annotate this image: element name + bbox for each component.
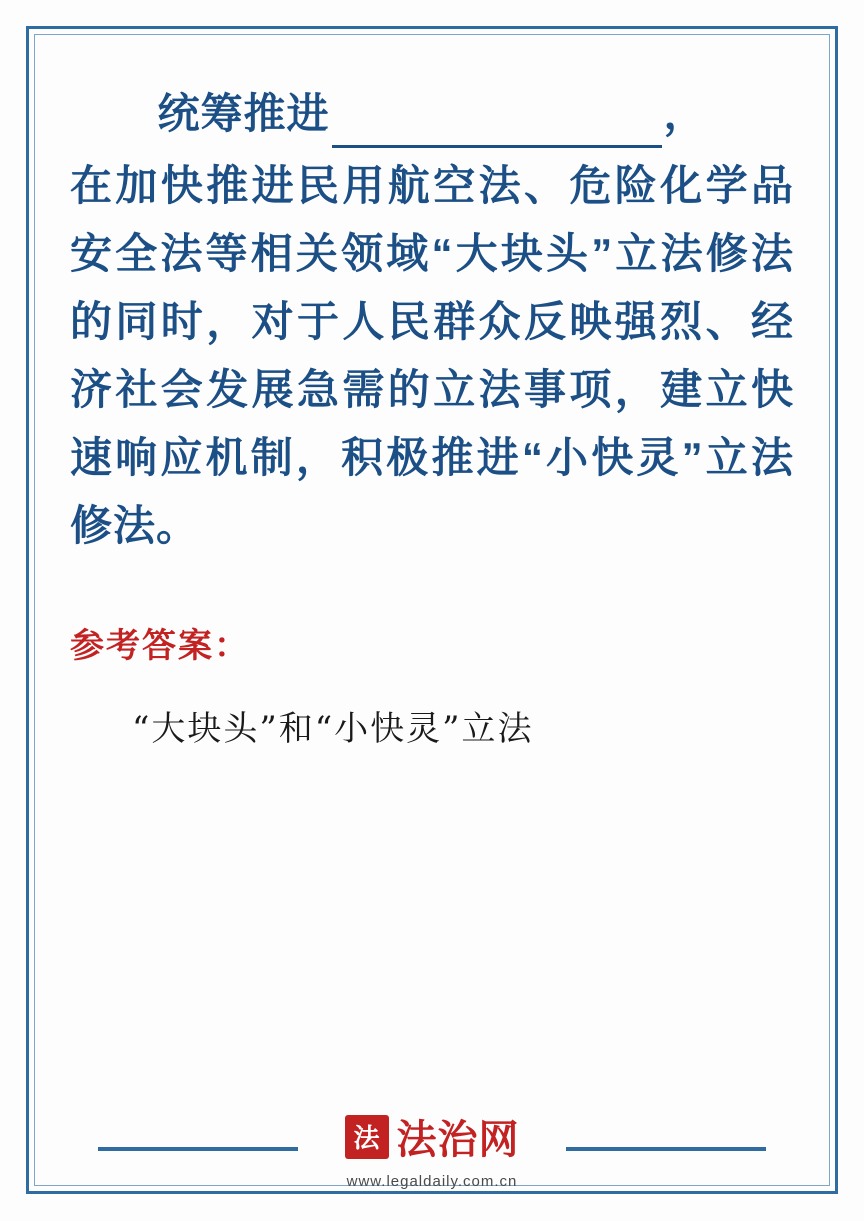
quiz-question-first-line xyxy=(70,80,794,148)
footer xyxy=(0,1108,864,1190)
quiz-question-body: 在加快推进民用航空法、危险化学品安全法等相关领域“大块头”立法修法的同时，对于人民群众反映强烈、经济社会发展急需的立法事项，建立快速响应机制，积极推进“小快灵”立法修法。 xyxy=(70,162,794,550)
quiz-suffix: ， xyxy=(663,90,707,137)
footer-divider-right xyxy=(566,1147,766,1151)
logo-row xyxy=(345,1108,520,1165)
poster-content xyxy=(70,80,794,1060)
site-logo[interactable] xyxy=(312,1108,552,1190)
answer-text: “大块头”和“小快灵”立法 xyxy=(132,709,534,750)
seal-icon: 法 xyxy=(345,1115,389,1159)
answer-blank xyxy=(332,111,662,148)
quiz-prefix: 统筹推进 xyxy=(157,90,330,137)
site-url[interactable]: www.legaldaily.com.cn xyxy=(346,1173,518,1190)
footer-divider-left xyxy=(98,1147,298,1151)
logo-wordmark: 法治网 xyxy=(396,1116,520,1163)
answer-label: 参考答案： xyxy=(70,626,250,667)
